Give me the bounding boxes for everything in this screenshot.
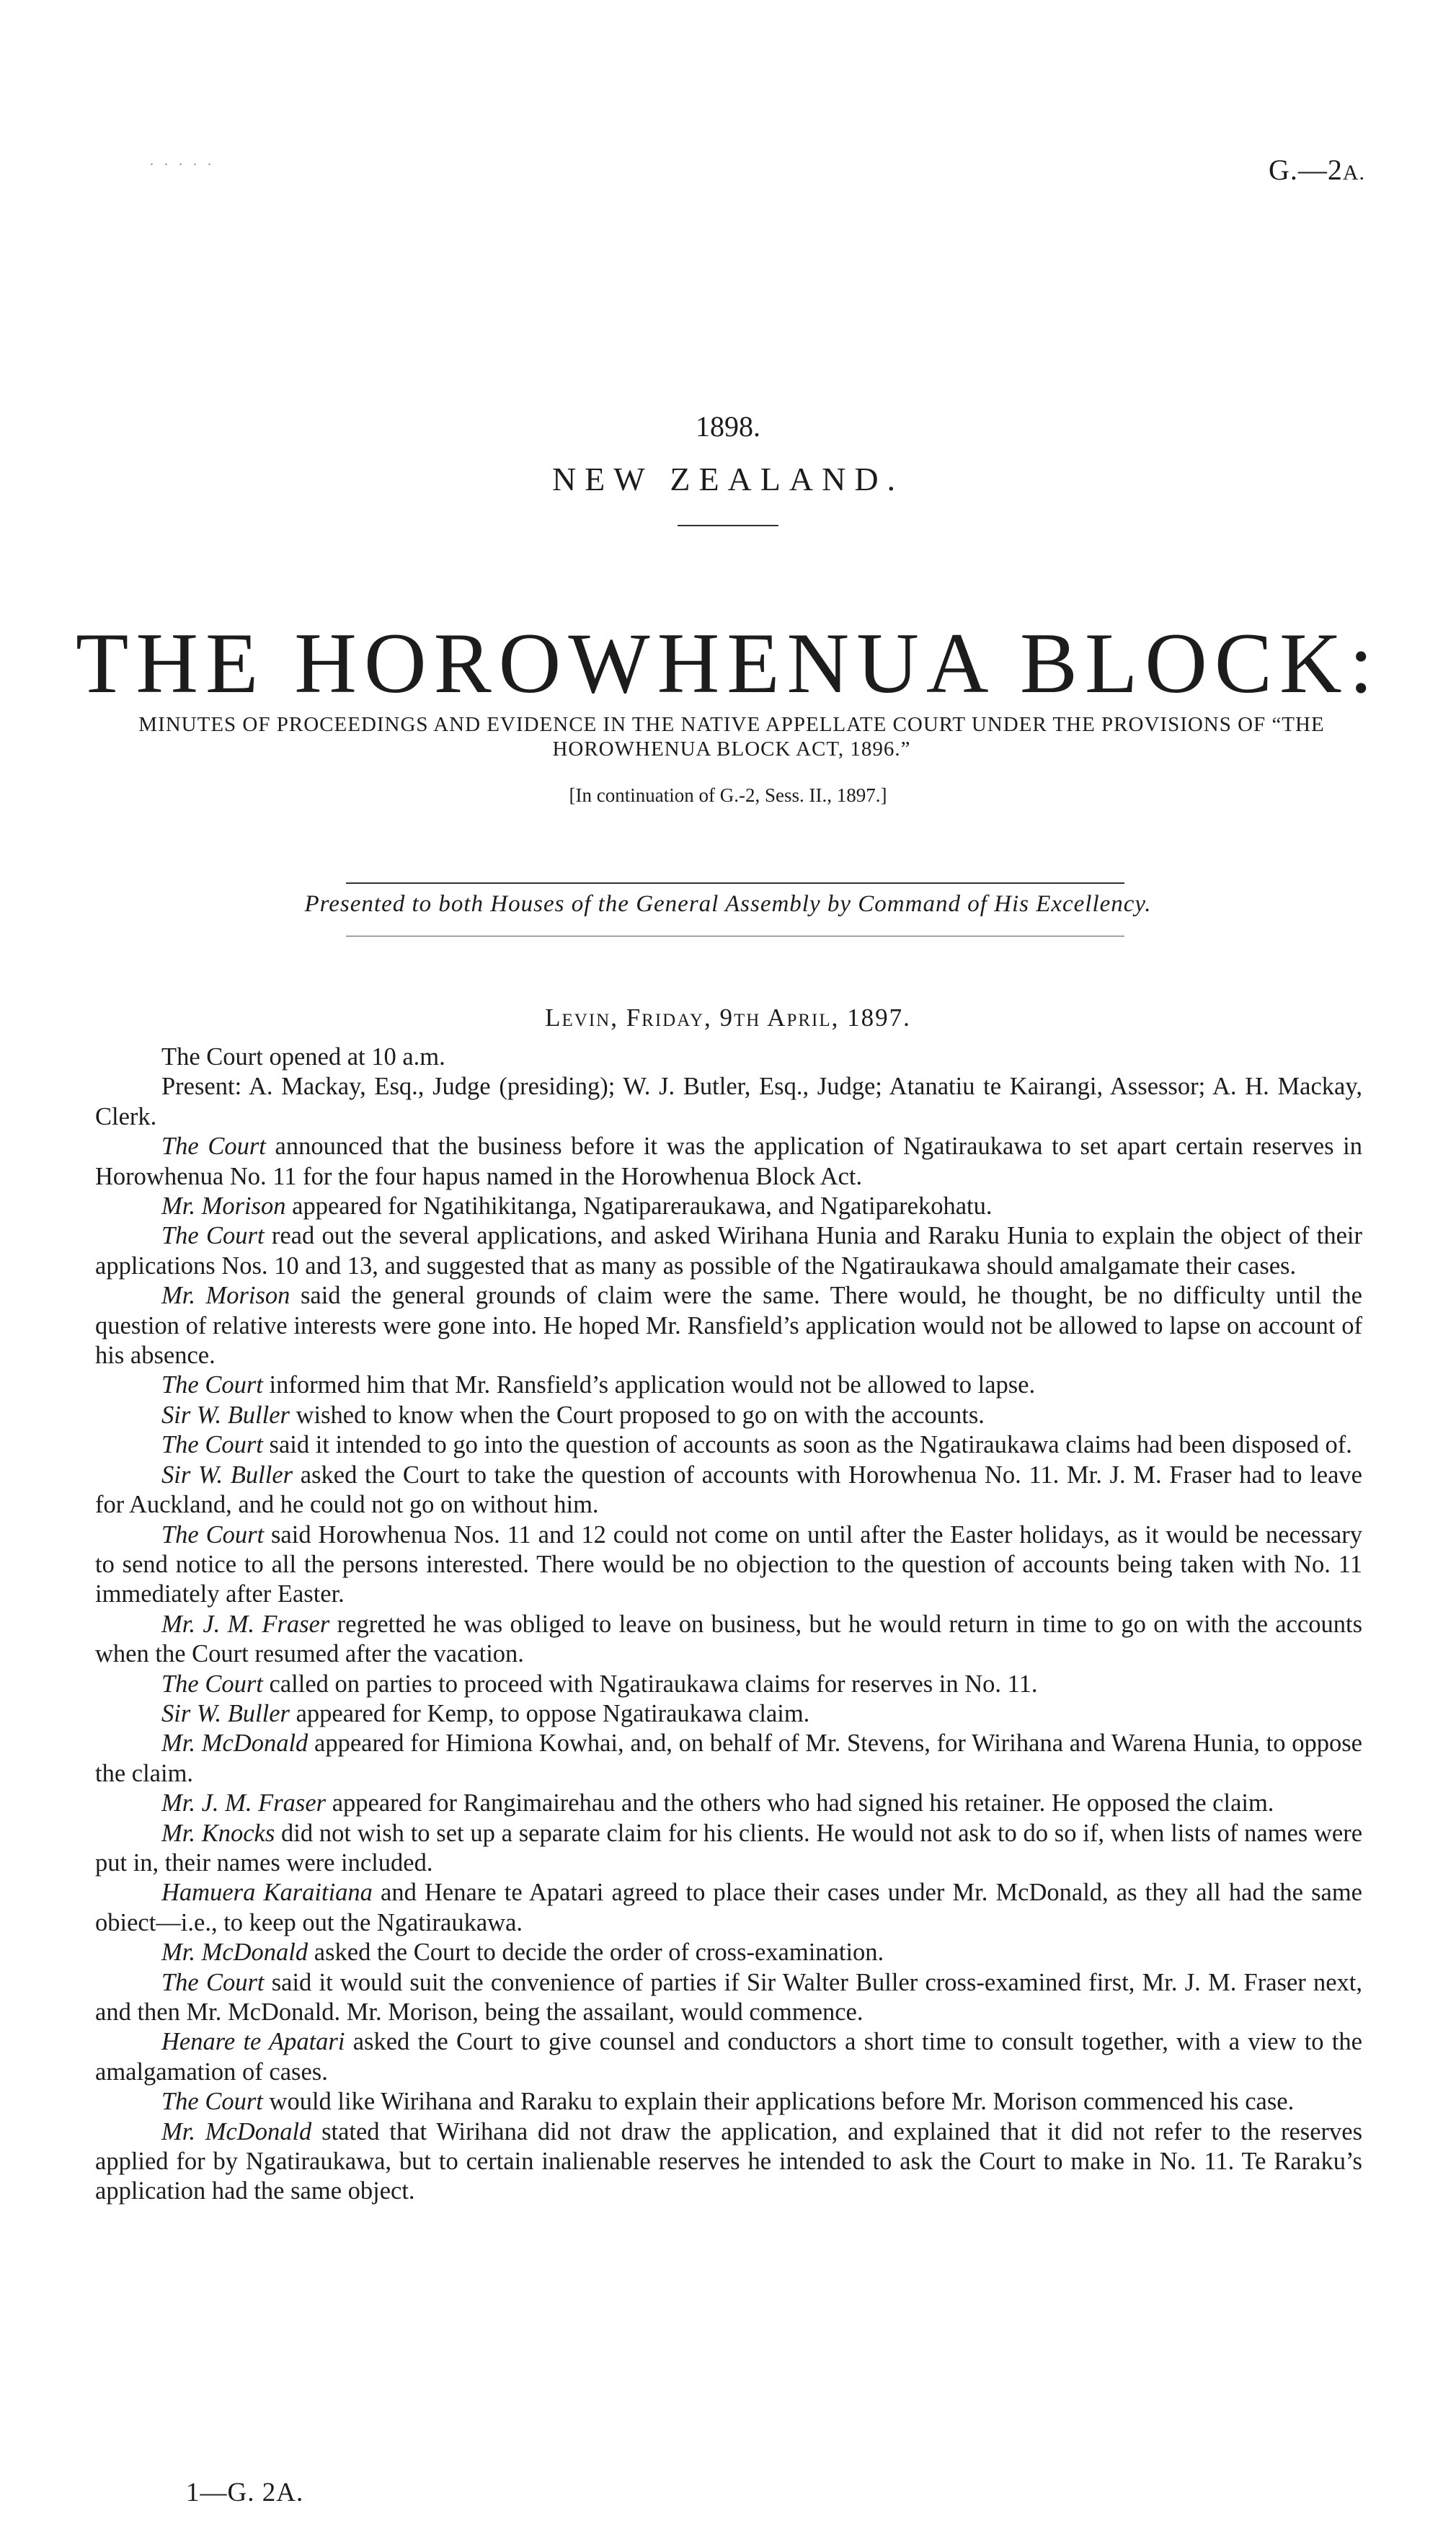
paragraph-text: appeared for Kemp, to oppose Ngatiraukawa claim. [289,1699,810,1727]
paragraph [95,2027,1362,2087]
speaker: Mr. J. M. Fraser [161,1789,327,1817]
page-title: THE HOROWHENUA BLOCK: [76,615,1380,711]
rule-top [346,882,1124,884]
paragraph-text: wished to know when the Court proposed to go on with the accounts. [289,1401,985,1429]
speaker: The Court [161,1371,263,1399]
speaker: The Court [161,1670,263,1698]
paragraph-text: said it intended to go into the question of accounts as soon as the Ngatiraukawa claims had been disposed of. [262,1431,1352,1459]
paragraph-text: said the general grounds of claim were the same. There would, he thought, be no difficulty until the question of relative interests were gone into. He hoped Mr. Ransfield’s application would not be allowed to lapse on account of his absence. [95,1282,1362,1370]
paragraph [95,1610,1362,1670]
paragraph [95,1670,1362,1699]
minutes-body [95,1042,1362,2207]
paper-reference [1269,153,1365,187]
dateline: Levin, Friday, 9th April, 1897. [545,1004,911,1032]
paragraph [95,1132,1362,1192]
speaker: Henare te Apatari [161,2028,345,2056]
paragraph-text: appeared for Ngatihikitanga, Ngatipareraukawa, and Ngatiparekohatu. [285,1192,993,1221]
speaker: Mr. McDonald [161,1939,308,1967]
paragraph [95,1281,1362,1370]
speaker: The Court [161,2088,263,2116]
presented-line: Presented to both Houses of the General Assembly by Command of His Excellency. [304,891,1152,917]
speaker: The Court [161,1222,265,1250]
year: 1898. [696,410,760,443]
paragraph-text: asked the Court to give counsel and conductors a short time to consult together, with a view to the amalgamation of cases. [95,2028,1362,2086]
paragraph [95,1461,1362,1520]
paragraph-text: asked the Court to take the question of accounts with Horowhenua No. 11. Mr. J. M. Fraser had to leave for Auckland, and he could not go on without him. [95,1461,1362,1519]
paragraph [95,1789,1362,1818]
paragraph [95,1699,1362,1729]
paragraph-text: asked the Court to decide the order of cross-examination. [308,1939,884,1967]
speaker: Sir W. Buller [161,1699,290,1727]
speaker: Mr. McDonald [161,2117,312,2145]
paragraph-text: said Horowhenua Nos. 11 and 12 could not come on until after the Easter holidays, as it would be necessary to send notice to all the persons interested. There would be no objection to the question of accounts being taken with No. 11 immediately after Easter. [95,1520,1362,1608]
paragraph-text: did not wish to set up a separate claim for his clients. He would not ask to do so if, when lists of names were put in, their names were included. [95,1819,1363,1877]
paragraph [95,1072,1362,1132]
paper-reference-prefix: G.—2 [1268,154,1343,186]
paragraph-text: informed him that Mr. Ransfield’s application would not be allowed to lapse. [262,1371,1036,1399]
speaker: Mr. Morison [161,1282,290,1310]
speaker: Sir W. Buller [161,1461,293,1489]
paragraph-text: read out the several applications, and asked Wirihana Hunia and Raraku Hunia to explain the object of their applications Nos. 10 and 13, and suggested that as many as possible of the Ngatiraukawa should amalgamate their cases. [95,1222,1362,1280]
speaker: The Court [161,1431,263,1459]
paragraph [95,1370,1362,1400]
speaker: Sir W. Buller [161,1401,290,1429]
paragraph-text: announced that the business before it was the application of Ngatiraukawa to set apart certain reserves in Horowhenua No. 11 for the four hapus named in the Horowhenua Block Act. [95,1133,1362,1190]
paragraph [95,1968,1362,2028]
paragraph [95,1938,1362,1967]
short-rule [678,525,778,526]
paragraph-text: The Court opened at 10 a.m. [161,1043,445,1071]
page-footer-signature: 1—G. 2A. [186,2478,304,2507]
subtitle: MINUTES OF PROCEEDINGS AND EVIDENCE IN THE NATIVE APPELLATE COURT UNDER THE PROVISIONS OF “THE HOROWHENUA BLOCK ACT, 1896.” [138,713,1325,761]
paragraph [95,1192,1362,1221]
paragraph-text: appeared for Himiona Kowhai, and, on behalf of Mr. Stevens, for Wirihana and Warena Hunia, to oppose the claim. [95,1729,1362,1787]
paragraph-text: said it would suit the convenience of parties if Sir Walter Buller cross-examined first, Mr. J. M. Fraser next, and then Mr. McDonald. Mr. Morison, being the assailant, would commence. [95,1968,1362,2026]
paragraph-text: and Henare te Apatari agreed to place their cases under Mr. McDonald, as they all had the same obiect—i.e., to keep out the Ngatiraukawa. [95,1879,1362,1936]
paragraph-text: would like Wirihana and Raraku to explain their applications before Mr. Morison commenced his case. [262,2088,1295,2116]
continuation-note: [In continuation of G.-2, Sess. II., 1897.] [569,784,887,806]
paragraph [95,1729,1362,1789]
paragraph [95,1221,1362,1281]
speaker: The Court [161,1520,265,1549]
paragraph-text: stated that Wirihana did not draw the application, and explained that it did not refer to the reserves applied for by Ngatiraukawa, but to certain inalienable reserves he intended to ask the Court to make in No. 11. Te Raraku’s application had the same object. [95,2117,1362,2205]
paragraph-text: called on parties to proceed with Ngatiraukawa claims for reserves in No. 11. [262,1670,1038,1698]
paragraph [95,1430,1362,1460]
speaker: The Court [161,1133,266,1161]
paragraph [95,2087,1362,2117]
paragraph [95,1401,1362,1430]
paragraph-text: regretted he was obliged to leave on business, but he would return in time to go on with the accounts when the Court resumed after the vacation. [95,1610,1362,1668]
paragraph [95,1042,1362,1072]
corner-marks: . . . . . [150,153,215,169]
paper-reference-suffix: A. [1342,161,1365,185]
speaker: Mr. Knocks [161,1819,275,1847]
speaker: Mr. Morison [161,1192,286,1221]
paragraph-text: appeared for Rangimairehau and the others who had signed his retainer. He opposed the claim. [326,1789,1274,1817]
country: NEW ZEALAND. [551,461,905,497]
speaker: The Court [161,1968,265,1996]
speaker: Mr. McDonald [161,1729,308,1758]
speaker: Mr. J. M. Fraser [161,1610,330,1638]
paragraph [95,1819,1362,1879]
paragraph [95,2117,1362,2207]
speaker: Hamuera Karaitiana [161,1879,373,1907]
paragraph [95,1878,1362,1938]
paragraph-text: Present: A. Mackay, Esq., Judge (presiding); W. J. Butler, Esq., Judge; Atanatiu te Kairangi, Assessor; A. H. Mackay, Clerk. [95,1073,1362,1130]
paragraph [95,1520,1362,1610]
